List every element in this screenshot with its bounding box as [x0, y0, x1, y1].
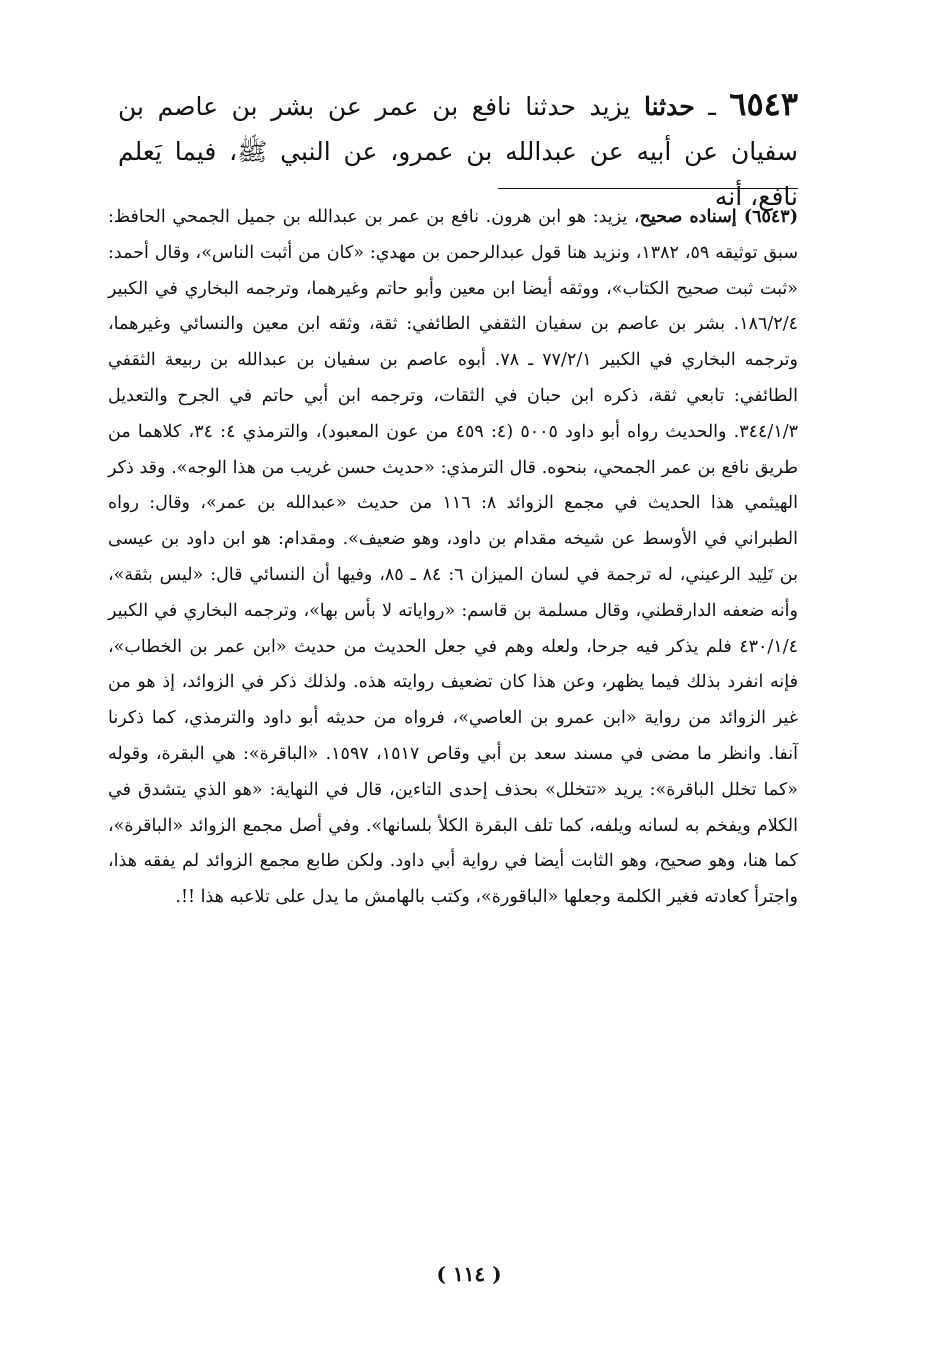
page-number: ( ١١٤ )	[436, 1262, 502, 1286]
hadith-lead: حدثنا	[644, 92, 695, 121]
hadith-text	[118, 82, 798, 219]
hadith-body: يزيد حدثنا نافع بن عمر عن بشر بن عاصم بن سفيان عن أبيه عن عبدالله بن عمرو، عن النبي ﷺ، فيما يَعلم نافع، أنه	[118, 92, 798, 211]
footnote-marker: (٦٥٤٣)	[743, 207, 798, 227]
hadith-separator: ـ	[694, 92, 730, 121]
footnote-divider	[498, 188, 798, 189]
footnote-body: ، يزيد: هو ابن هرون. نافع بن عمر بن عبدالله بن جميل الجمحي الحافظ: سبق توثيقه ٥٩، ١٣٨٢، ونزيد هنا قول عبدالرحمن بن مهدي: «كان من أثبت الناس»، وقال أحمد: «ثبت ثبت صحيح الكتاب»، ووثقه أيضا ابن معين وأبو حاتم وغيرهما، وترجمه البخاري في الكبير ١٨٦/٢/٤. بشر بن عاصم بن سفيان الثقفي الطائفي: ثقة، وثقه ابن معين والنسائي وغيرهما، وترجمه البخاري في الكبير ٧٧/٢/١ ـ ٧٨. أبوه عاصم بن سفيان بن عبدالله بن ربيعة الثقفي الطائفي: تابعي ثقة، ذكره ابن حبان في الثقات، وترجمه ابن أبي حاتم في الجرح والتعديل ٣٤٤/١/٣. والحديث رواه أبو داود ٥٠٠٥ (٤: ٤٥٩ من عون المعبود)، والترمذي ٤: ٣٤، كلاهما من طريق نافع بن عمر الجمحي، بنحوه. قال الترمذي: «حديث حسن غريب من هذا الوجه». وقد ذكر الهيثمي هذا الحديث في مجمع الزوائد ٨: ١١٦ من حديث «عبدالله بن عمر»، وقال: رواه الطبراني في الأوسط عن شيخه مقدام بن داود، وهو ضعيف». ومقدام: هو ابن داود بن عيسى بن تَلِيد الرعيني، له ترجمة في لسان الميزان ٦: ٨٤ ـ ٨٥، وفيها أن النسائي قال: «ليس بثقة»، وأنه ضعفه الدارقطني، وقال مسلمة بن قاسم: «رواياته لا بأس بها»، وترجمه البخاري في الكبير ٤٣٠/١/٤ فلم يذكر فيه جرحا، ولعله وهم في جعل الحديث من حديث «ابن عمر بن الخطاب»، فإنه انفرد بذلك فيما يظهر، وعن هذا كان تضعيف روايته هذه. ولذلك ذكر في الزوائد، إذ هو من غير الزوائد من رواية «ابن عمرو بن العاصي»، فرواه من حديثه أبو داود والترمذي، كما ذكرنا آنفا. وانظر ما مضى في مسند سعد بن أبي وقاص ١٥١٧، ١٥٩٧. «الباقرة»: هي البقرة، وقوله «كما تخلل الباقرة»: يريد «تتخلل» بحذف إحدى التاءين، قال في النهاية: «هو الذي يتشدق في الكلام ويفخم به لسانه ويلفه، كما تلف البقرة الكلأ بلسانها». وفي أصل مجمع الزوائد «الباقرة»، كما هنا، وهو صحيح، وهو الثابت أيضا في رواية أبي داود. ولكن طابع مجمع الزوائد لم يفقه هذا، واجترأ كعادته فغير الكلمة وجعلها «الباقورة»، وكتب بالهامش ما يدل على تلاعبه هذا !!.	[108, 207, 799, 908]
footnote-verdict: إسناده صحيح	[639, 207, 744, 227]
footnote	[108, 200, 798, 916]
hadith-number: ٦٥٤٣	[729, 85, 798, 123]
